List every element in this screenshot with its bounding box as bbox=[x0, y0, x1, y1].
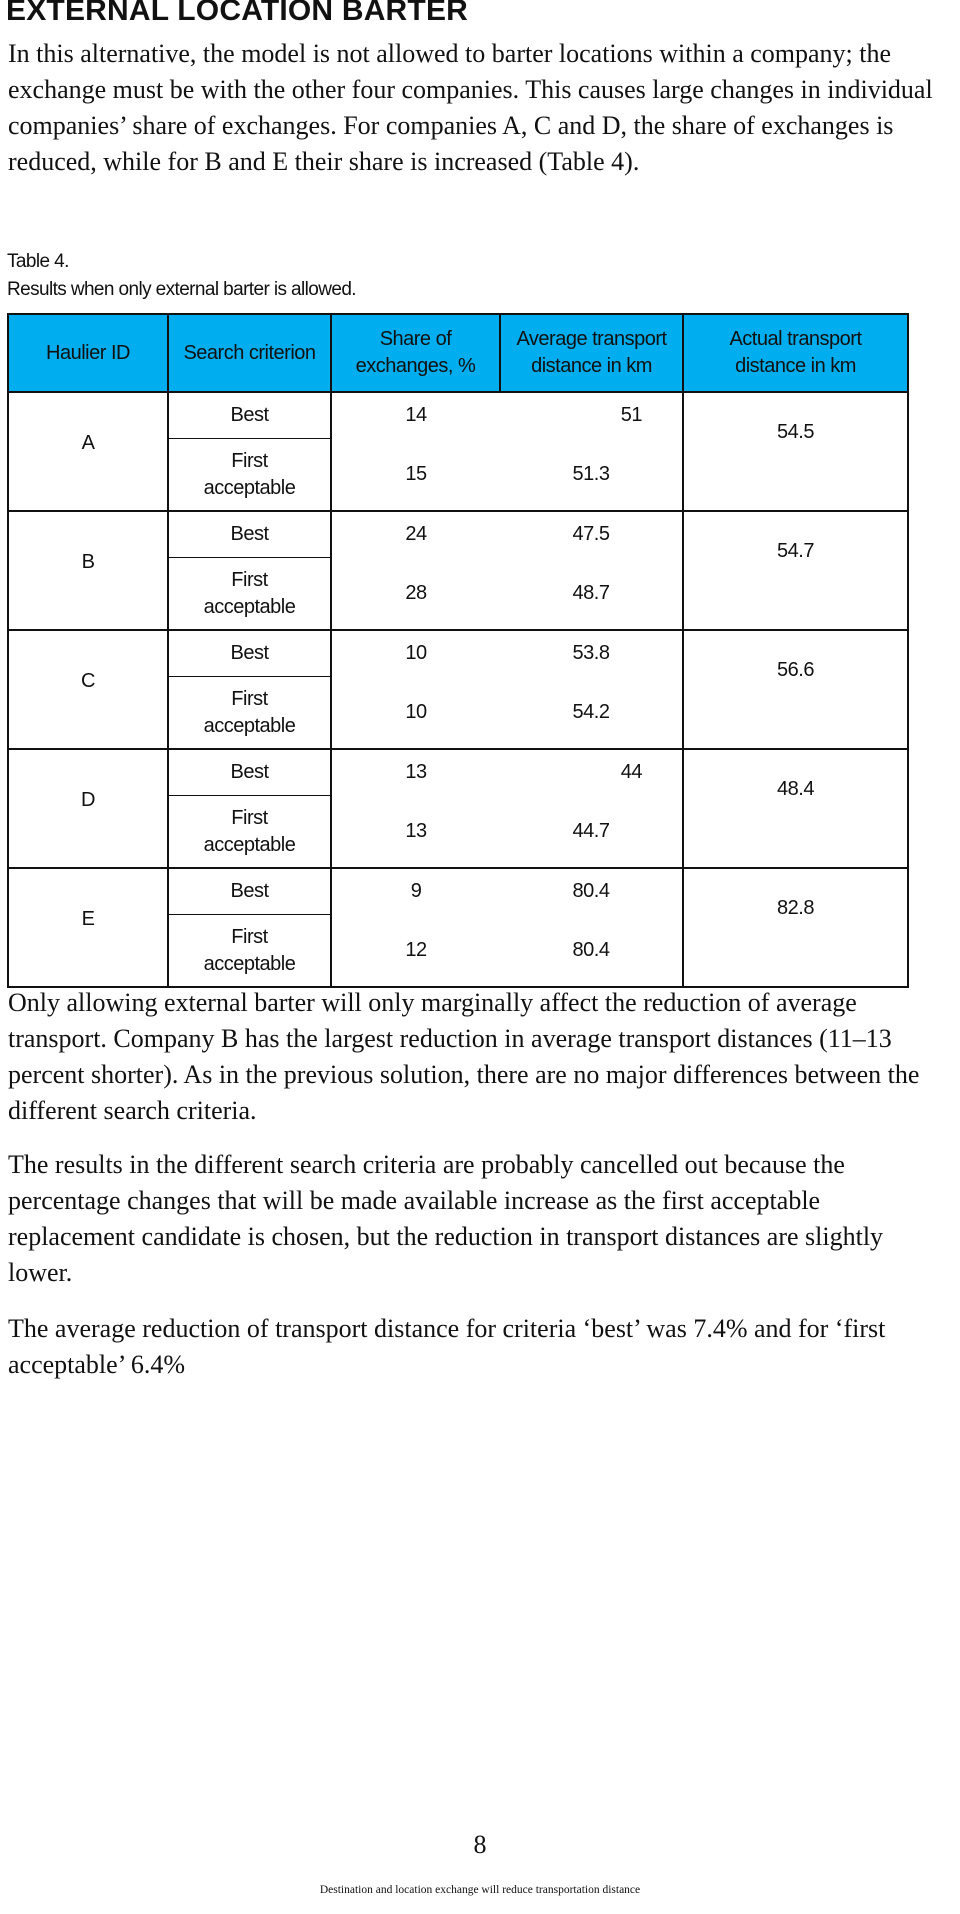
paragraph-external-barter-effect: Only allowing external barter will only marginally affect the reduction of average transport. Company B has the largest reduction in average transport distances (11–13 percent shorter). As in the previous solution, there are no major differences between the different search criteria. bbox=[8, 988, 920, 1125]
results-table bbox=[7, 313, 909, 988]
criterion-cell: Best bbox=[168, 749, 331, 796]
table-row bbox=[8, 749, 908, 796]
actual-distance-cell: 48.4 bbox=[683, 749, 908, 868]
average-distance-cell: 44.7 bbox=[500, 796, 683, 869]
criterion-cell: First acceptable bbox=[168, 558, 331, 631]
table-row bbox=[8, 511, 908, 558]
share-cell: 9 bbox=[331, 868, 500, 915]
share-cell: 15 bbox=[331, 439, 500, 512]
average-distance-cell: 48.7 bbox=[500, 558, 683, 631]
actual-distance-cell: 82.8 bbox=[683, 868, 908, 987]
share-cell: 28 bbox=[331, 558, 500, 631]
share-cell: 12 bbox=[331, 915, 500, 988]
average-distance-cell: 44 bbox=[500, 749, 683, 796]
table-row bbox=[8, 630, 908, 677]
average-distance-cell: 54.2 bbox=[500, 677, 683, 750]
share-cell: 13 bbox=[331, 749, 500, 796]
share-cell: 13 bbox=[331, 796, 500, 869]
table-row bbox=[8, 392, 908, 439]
paragraph-average-reduction: The average reduction of transport distance for criteria ‘best’ was 7.4% and for ‘first acceptable’ 6.4% bbox=[8, 1314, 886, 1379]
header-average-distance: Average transport distance in km bbox=[500, 314, 683, 392]
average-distance-cell: 80.4 bbox=[500, 868, 683, 915]
haulier-id-cell: C bbox=[8, 630, 168, 749]
criterion-cell: First acceptable bbox=[168, 915, 331, 988]
average-distance-cell: 53.8 bbox=[500, 630, 683, 677]
criterion-cell: Best bbox=[168, 511, 331, 558]
share-cell: 24 bbox=[331, 511, 500, 558]
criterion-cell: First acceptable bbox=[168, 439, 331, 512]
average-distance-cell: 47.5 bbox=[500, 511, 683, 558]
criterion-cell: Best bbox=[168, 392, 331, 439]
share-cell: 14 bbox=[331, 392, 500, 439]
haulier-id-cell: D bbox=[8, 749, 168, 868]
actual-distance-cell: 54.5 bbox=[683, 392, 908, 511]
header-haulier-id: Haulier ID bbox=[8, 314, 168, 392]
section-heading: EXTERNAL LOCATION BARTER bbox=[6, 0, 469, 27]
header-search-criterion: Search criterion bbox=[168, 314, 331, 392]
criterion-cell: Best bbox=[168, 630, 331, 677]
haulier-id-cell: E bbox=[8, 868, 168, 987]
haulier-id-cell: A bbox=[8, 392, 168, 511]
criterion-cell: First acceptable bbox=[168, 796, 331, 869]
table-row bbox=[8, 868, 908, 915]
intro-paragraph: In this alternative, the model is not allowed to barter locations within a company; the exchange must be with the other four companies. This causes large changes in individual companies’ share of exchanges. For companies A, C and D, the share of exchanges is reduced, while for B and E their share is increased (Table 4). bbox=[8, 39, 933, 176]
header-actual-distance: Actual transport distance in km bbox=[683, 314, 908, 392]
paragraph-search-criteria: The results in the different search criteria are probably cancelled out because the percentage changes that will be made available increase as the first acceptable replacement candidate is chosen, but the reduction in transport distances are slightly lower. bbox=[8, 1150, 884, 1287]
table-header-row bbox=[8, 314, 908, 392]
average-distance-cell: 51.3 bbox=[500, 439, 683, 512]
actual-distance-cell: 56.6 bbox=[683, 630, 908, 749]
header-share-of-exchanges: Share of exchanges, % bbox=[331, 314, 500, 392]
page-footer: Destination and location exchange will reduce transportation distance bbox=[319, 1884, 641, 1896]
share-cell: 10 bbox=[331, 630, 500, 677]
table-caption bbox=[7, 248, 356, 304]
haulier-id-cell: B bbox=[8, 511, 168, 630]
criterion-cell: Best bbox=[168, 868, 331, 915]
table-caption-label: Table 4. bbox=[7, 251, 69, 272]
average-distance-cell: 80.4 bbox=[500, 915, 683, 988]
table-caption-title: Results when only external barter is allowed. bbox=[7, 279, 356, 300]
actual-distance-cell: 54.7 bbox=[683, 511, 908, 630]
share-cell: 10 bbox=[331, 677, 500, 750]
page-number: 8 bbox=[473, 1830, 487, 1859]
criterion-cell: First acceptable bbox=[168, 677, 331, 750]
average-distance-cell: 51 bbox=[500, 392, 683, 439]
